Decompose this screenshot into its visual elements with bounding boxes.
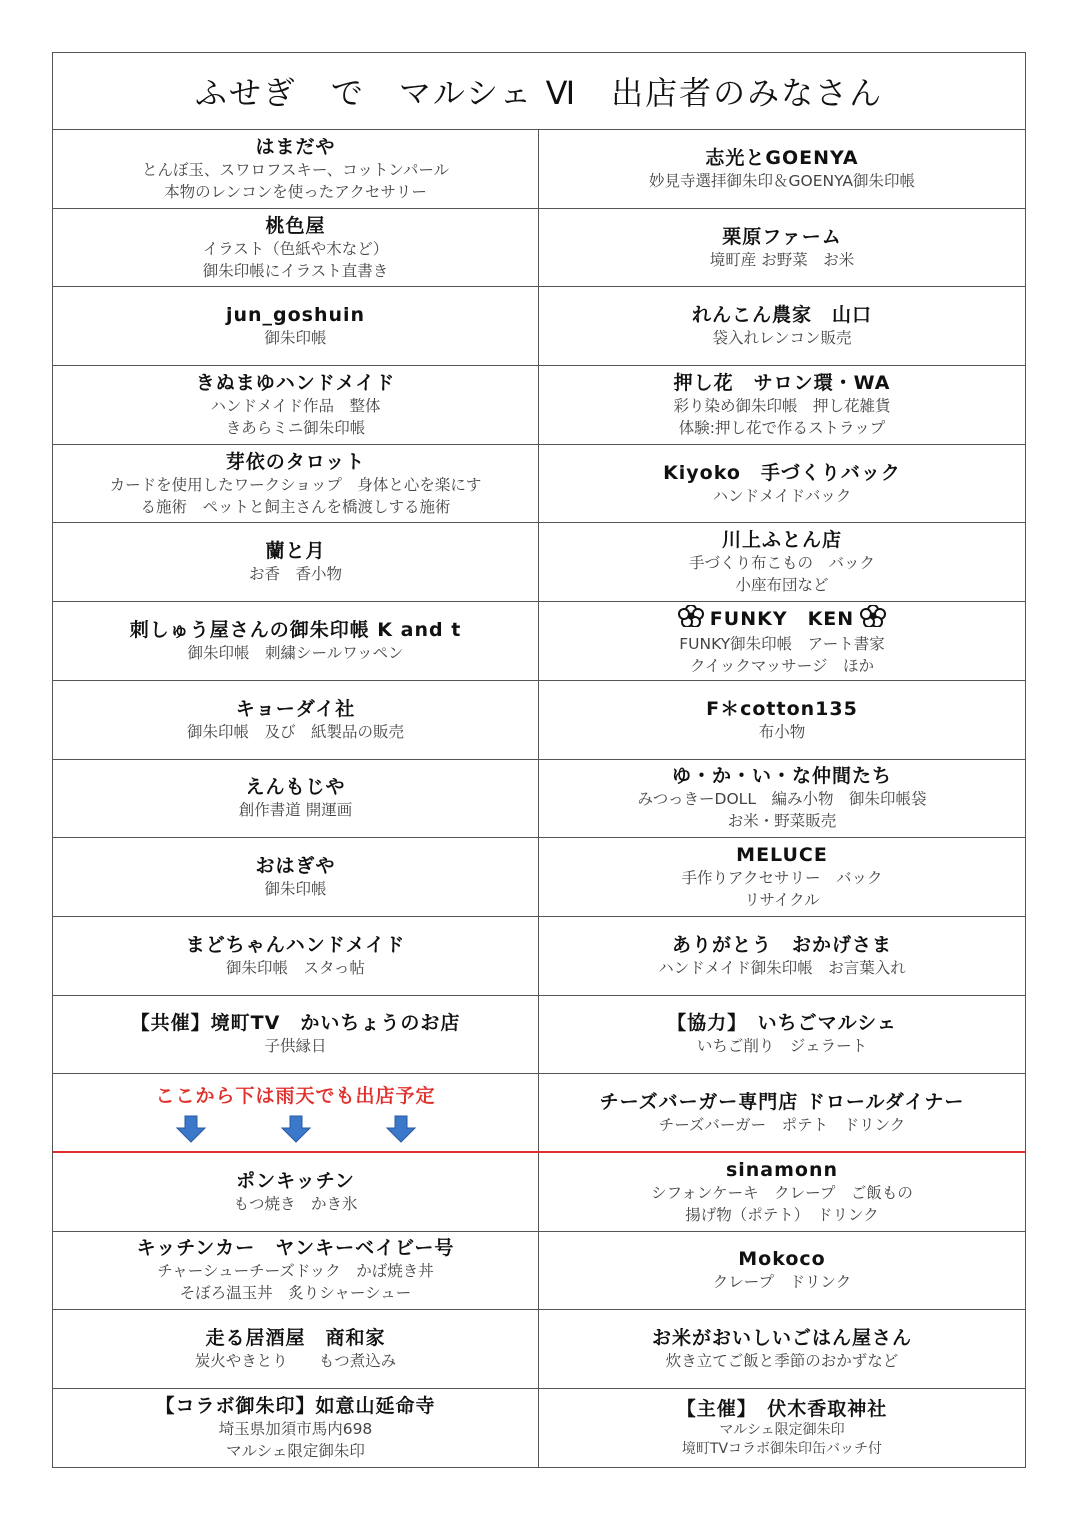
vendor-description: チャーシューチーズドック かば焼き丼 bbox=[157, 1262, 434, 1281]
vendor-cell-right bbox=[539, 209, 1025, 287]
rain-notice: ここから下は雨天でも出店予定 bbox=[155, 1084, 436, 1107]
down-arrows bbox=[176, 1115, 416, 1143]
vendor-name: れんこん農家 山口 bbox=[691, 304, 872, 327]
vendor-description: イラスト（色紙や木など） bbox=[202, 239, 389, 258]
vendor-description: 御朱印帳 及び 紙製品の販売 bbox=[186, 722, 404, 741]
vendor-name: 【協力】 いちごマルシェ bbox=[667, 1012, 897, 1035]
vendor-name-row bbox=[130, 618, 462, 642]
vendor-cell-right bbox=[539, 996, 1025, 1074]
vendor-description: チーズバーガー ポテト ドリンク bbox=[658, 1115, 906, 1134]
vendor-name: 【主催】 伏木香取神社 bbox=[676, 1398, 888, 1421]
vendor-name-row bbox=[722, 225, 842, 249]
vendor-name: F＊cotton135 bbox=[706, 697, 858, 720]
arrow-down-icon bbox=[176, 1115, 206, 1143]
vendor-cell-right bbox=[539, 287, 1025, 365]
vendor-cell-left bbox=[53, 287, 539, 365]
vendor-name-row bbox=[196, 371, 395, 395]
vendor-description: ハンドメイド御朱印帳 お言葉入れ bbox=[658, 958, 906, 977]
vendor-cell-right bbox=[539, 445, 1025, 523]
vendor-description: 妙見寺選拝御朱印＆GOENYA御朱印帳 bbox=[649, 171, 915, 190]
table-row bbox=[53, 681, 1025, 760]
vendor-cell-left bbox=[53, 681, 539, 759]
vendor-name: ゆ・か・い・な仲間たち bbox=[671, 765, 892, 788]
vendor-name-row bbox=[736, 843, 828, 867]
vendor-cell-right bbox=[539, 1310, 1025, 1388]
vendor-cell-right bbox=[539, 917, 1025, 995]
vendor-name: キッチンカー ヤンキーベイビー号 bbox=[136, 1237, 455, 1260]
vendor-description: ハンドメイドバック bbox=[712, 486, 852, 505]
table-row bbox=[53, 287, 1025, 366]
vendor-description: リサイクル bbox=[744, 891, 820, 910]
vendor-name-row bbox=[705, 146, 858, 170]
vendor-name: まどちゃんハンドメイド bbox=[185, 933, 406, 956]
vendor-cell-left bbox=[53, 838, 539, 916]
vendor-description: カードを使用したワークショップ 身体と心を楽にす bbox=[109, 475, 482, 494]
vendor-name: ポンキッチン bbox=[236, 1169, 355, 1192]
vendor-description: 袋入れレンコン販売 bbox=[712, 329, 852, 348]
vendor-description: 御朱印帳 bbox=[264, 329, 327, 348]
vendor-description: お香 香小物 bbox=[248, 565, 342, 584]
vendor-description: 埼玉県加須市馬内698 bbox=[218, 1420, 373, 1439]
vendor-description: いちご削り ジェラート bbox=[696, 1037, 868, 1056]
vendor-name: 桃色屋 bbox=[265, 214, 326, 237]
vendor-name: お米がおいしいごはん屋さん bbox=[651, 1327, 912, 1350]
table-row bbox=[53, 445, 1025, 524]
vendor-name-row bbox=[672, 933, 892, 957]
vendor-name: jun_goshuin bbox=[225, 304, 366, 327]
vendor-name: 志光とGOENYA bbox=[705, 146, 859, 169]
vendor-cell-right bbox=[539, 1153, 1025, 1231]
table-row bbox=[53, 366, 1025, 445]
vendor-name: えんもじや bbox=[245, 776, 346, 799]
page-title: ふせぎ で マルシェ Ⅵ 出店者のみなさん bbox=[194, 74, 884, 112]
vendor-cell-left bbox=[53, 130, 539, 208]
vendor-cell-right bbox=[539, 681, 1025, 759]
vendor-description: もつ焼き かき氷 bbox=[233, 1194, 358, 1213]
vendor-name: 栗原ファーム bbox=[722, 225, 842, 248]
vendor-name: 蘭と月 bbox=[265, 540, 326, 563]
vendor-description: 御朱印帳にイラスト直書き bbox=[202, 261, 389, 280]
arrow-down-icon bbox=[386, 1115, 416, 1143]
vendor-name-row bbox=[255, 135, 335, 159]
vendor-description: 子供縁日 bbox=[264, 1037, 327, 1056]
vendor-description: お米・野菜販売 bbox=[727, 812, 837, 831]
table-row bbox=[53, 1389, 1025, 1468]
table-row bbox=[53, 760, 1025, 839]
vendor-name: チーズバーガー専門店 ドロールダイナー bbox=[599, 1090, 965, 1113]
vendor-cell-left bbox=[53, 917, 539, 995]
vendor-name-row bbox=[663, 461, 901, 485]
vendor-name-row bbox=[677, 1397, 888, 1421]
vendor-name-row bbox=[155, 1394, 435, 1418]
vendor-cell-left bbox=[53, 602, 539, 680]
vendor-description: 手づくり布こもの バック bbox=[688, 554, 875, 573]
vendor-name: 【コラボ御朱印】如意山延命寺 bbox=[155, 1395, 436, 1418]
vendor-description: 御朱印帳 bbox=[264, 880, 327, 899]
vendor-name: FUNKY KEN bbox=[709, 607, 855, 630]
table-row bbox=[53, 1153, 1025, 1232]
vendor-name: 【共催】境町TV かいちょうのお店 bbox=[130, 1012, 461, 1035]
vendor-description: とんぼ玉、スワロフスキー、コットンパール bbox=[141, 160, 450, 179]
table-row bbox=[53, 1074, 1025, 1153]
table-row bbox=[53, 523, 1025, 602]
arrow-down-icon bbox=[281, 1115, 311, 1143]
vendor-cell-left bbox=[53, 445, 539, 523]
vendor-name-row bbox=[672, 764, 892, 788]
table-row bbox=[53, 130, 1025, 209]
vendor-description: 彩り染め御朱印帳 押し花雑貨 bbox=[673, 396, 891, 415]
table-row bbox=[53, 838, 1025, 917]
vendor-cell-left bbox=[53, 760, 539, 838]
vendor-description: 創作書道 開運画 bbox=[238, 801, 353, 820]
vendor-name-row bbox=[692, 303, 872, 327]
vendor-description: 体験:押し花で作るストラップ bbox=[678, 418, 886, 437]
vendor-description: 御朱印帳 刺繍シールワッペン bbox=[187, 643, 404, 662]
vendor-description: 手作りアクセサリー バック bbox=[681, 869, 883, 888]
vendor-cell-right bbox=[539, 838, 1025, 916]
vendor-description: ハンドメイド作品 整体 bbox=[210, 396, 381, 415]
vendor-cell-left bbox=[53, 1232, 539, 1310]
vendor-name: 走る居酒屋 商和家 bbox=[205, 1327, 386, 1350]
vendor-cell-right bbox=[539, 523, 1025, 601]
vendor-table bbox=[53, 130, 1025, 1468]
vendor-description: 本物のレンコンを使ったアクセサリー bbox=[164, 182, 427, 201]
vendor-name: 芽依のタロット bbox=[225, 450, 366, 473]
vendor-name: Mokoco bbox=[738, 1248, 826, 1271]
vendor-cell-right bbox=[539, 602, 1025, 680]
vendor-name-row bbox=[265, 214, 325, 238]
vendor-cell-right bbox=[539, 1074, 1025, 1151]
vendor-name-row bbox=[738, 1247, 825, 1271]
table-row bbox=[53, 1232, 1025, 1311]
vendor-name-row bbox=[674, 371, 891, 395]
table-row bbox=[53, 917, 1025, 996]
vendor-name: Kiyoko 手づくりバック bbox=[663, 461, 901, 484]
vendor-cell-left bbox=[53, 209, 539, 287]
vendor-cell-left bbox=[53, 1153, 539, 1231]
vendor-name: はまだや bbox=[255, 135, 336, 158]
vendor-description: そぼろ温玉丼 炙りシャーシュー bbox=[179, 1284, 412, 1303]
vendor-description: みつっきーDOLL 編み小物 御朱印帳袋 bbox=[637, 790, 927, 809]
vendor-name-row bbox=[236, 697, 356, 721]
vendor-name: きぬまゆハンドメイド bbox=[195, 371, 396, 394]
vendor-cell-right bbox=[539, 366, 1025, 444]
vendor-name-row bbox=[722, 528, 842, 552]
vendor-cell-right bbox=[539, 1389, 1025, 1468]
vendor-description: きあらミニ御朱印帳 bbox=[225, 418, 366, 437]
flower-icon bbox=[678, 605, 704, 633]
vendor-name: キョーダイ社 bbox=[235, 697, 356, 720]
vendor-name-row bbox=[226, 450, 366, 474]
vendor-cell-right bbox=[539, 130, 1025, 208]
vendor-name-row bbox=[678, 605, 886, 633]
vendor-name-row bbox=[652, 1326, 912, 1350]
vendor-description: 布小物 bbox=[758, 722, 806, 741]
vendor-description: 境町TVコラボ御朱印缶バッチ付 bbox=[681, 1441, 883, 1458]
vendor-description: マルシェ限定御朱印 bbox=[719, 1422, 845, 1439]
flower-icon bbox=[860, 605, 886, 633]
vendor-cell-left bbox=[53, 996, 539, 1074]
vendor-description: マルシェ限定御朱印 bbox=[226, 1442, 365, 1461]
vendor-cell-left bbox=[53, 1074, 539, 1151]
vendor-name-row bbox=[226, 303, 365, 327]
vendor-description: る施術 ペットと飼主さんを橋渡しする施術 bbox=[140, 497, 451, 516]
table-row bbox=[53, 996, 1025, 1075]
vendor-name-row bbox=[137, 1236, 455, 1260]
vendor-description: 揚げ物（ポテト） ドリンク bbox=[685, 1205, 879, 1224]
vendor-cell-left bbox=[53, 366, 539, 444]
vendor-description: FUNKY御朱印帳 アート書家 bbox=[679, 634, 885, 653]
vendor-name-row bbox=[667, 1011, 897, 1035]
vendor-name: 刺しゅう屋さんの御朱印帳 K and t bbox=[129, 618, 462, 641]
vendor-name-row bbox=[726, 1158, 838, 1182]
vendor-name-row bbox=[236, 1169, 355, 1193]
vendor-name: 押し花 サロン環・WA bbox=[673, 371, 891, 394]
vendor-name: 川上ふとん店 bbox=[721, 529, 842, 552]
vendor-name-row bbox=[255, 854, 335, 878]
vendor-description: 炊き立てご飯と季節のおかずなど bbox=[665, 1352, 899, 1371]
vendor-description: 御朱印帳 スタっ帖 bbox=[226, 958, 365, 977]
vendor-name: おはぎや bbox=[255, 855, 336, 878]
vendor-description: クレープ ドリンク bbox=[712, 1273, 852, 1292]
vendor-cell-right bbox=[539, 760, 1025, 838]
vendor-name: ありがとう おかげさま bbox=[671, 933, 892, 956]
vendor-cell-left bbox=[53, 1310, 539, 1388]
flyer-sheet bbox=[52, 52, 1026, 1468]
table-row bbox=[53, 209, 1025, 288]
vendor-description: シフォンケーキ クレープ ご飯もの bbox=[651, 1183, 913, 1202]
vendor-name-row bbox=[265, 539, 325, 563]
vendor-description: 境町産 お野菜 お米 bbox=[709, 250, 855, 269]
vendor-name-row bbox=[600, 1090, 965, 1114]
table-row bbox=[53, 1310, 1025, 1389]
vendor-name-row bbox=[706, 697, 858, 721]
vendor-name: sinamonn bbox=[725, 1158, 839, 1181]
vendor-description: 炭火やきとり もつ煮込み bbox=[194, 1352, 397, 1371]
vendor-name: MELUCE bbox=[736, 844, 828, 867]
table-row bbox=[53, 602, 1025, 681]
vendor-cell-left bbox=[53, 1389, 539, 1468]
vendor-name-row bbox=[186, 933, 405, 957]
vendor-description: クイックマッサージ ほか bbox=[690, 656, 874, 675]
vendor-name-row bbox=[245, 775, 345, 799]
title-bar bbox=[53, 53, 1025, 130]
vendor-description: 小座布団など bbox=[735, 576, 829, 595]
vendor-cell-left bbox=[53, 523, 539, 601]
vendor-name-row bbox=[205, 1326, 385, 1350]
vendor-cell-right bbox=[539, 1232, 1025, 1310]
vendor-name-row bbox=[131, 1011, 461, 1035]
